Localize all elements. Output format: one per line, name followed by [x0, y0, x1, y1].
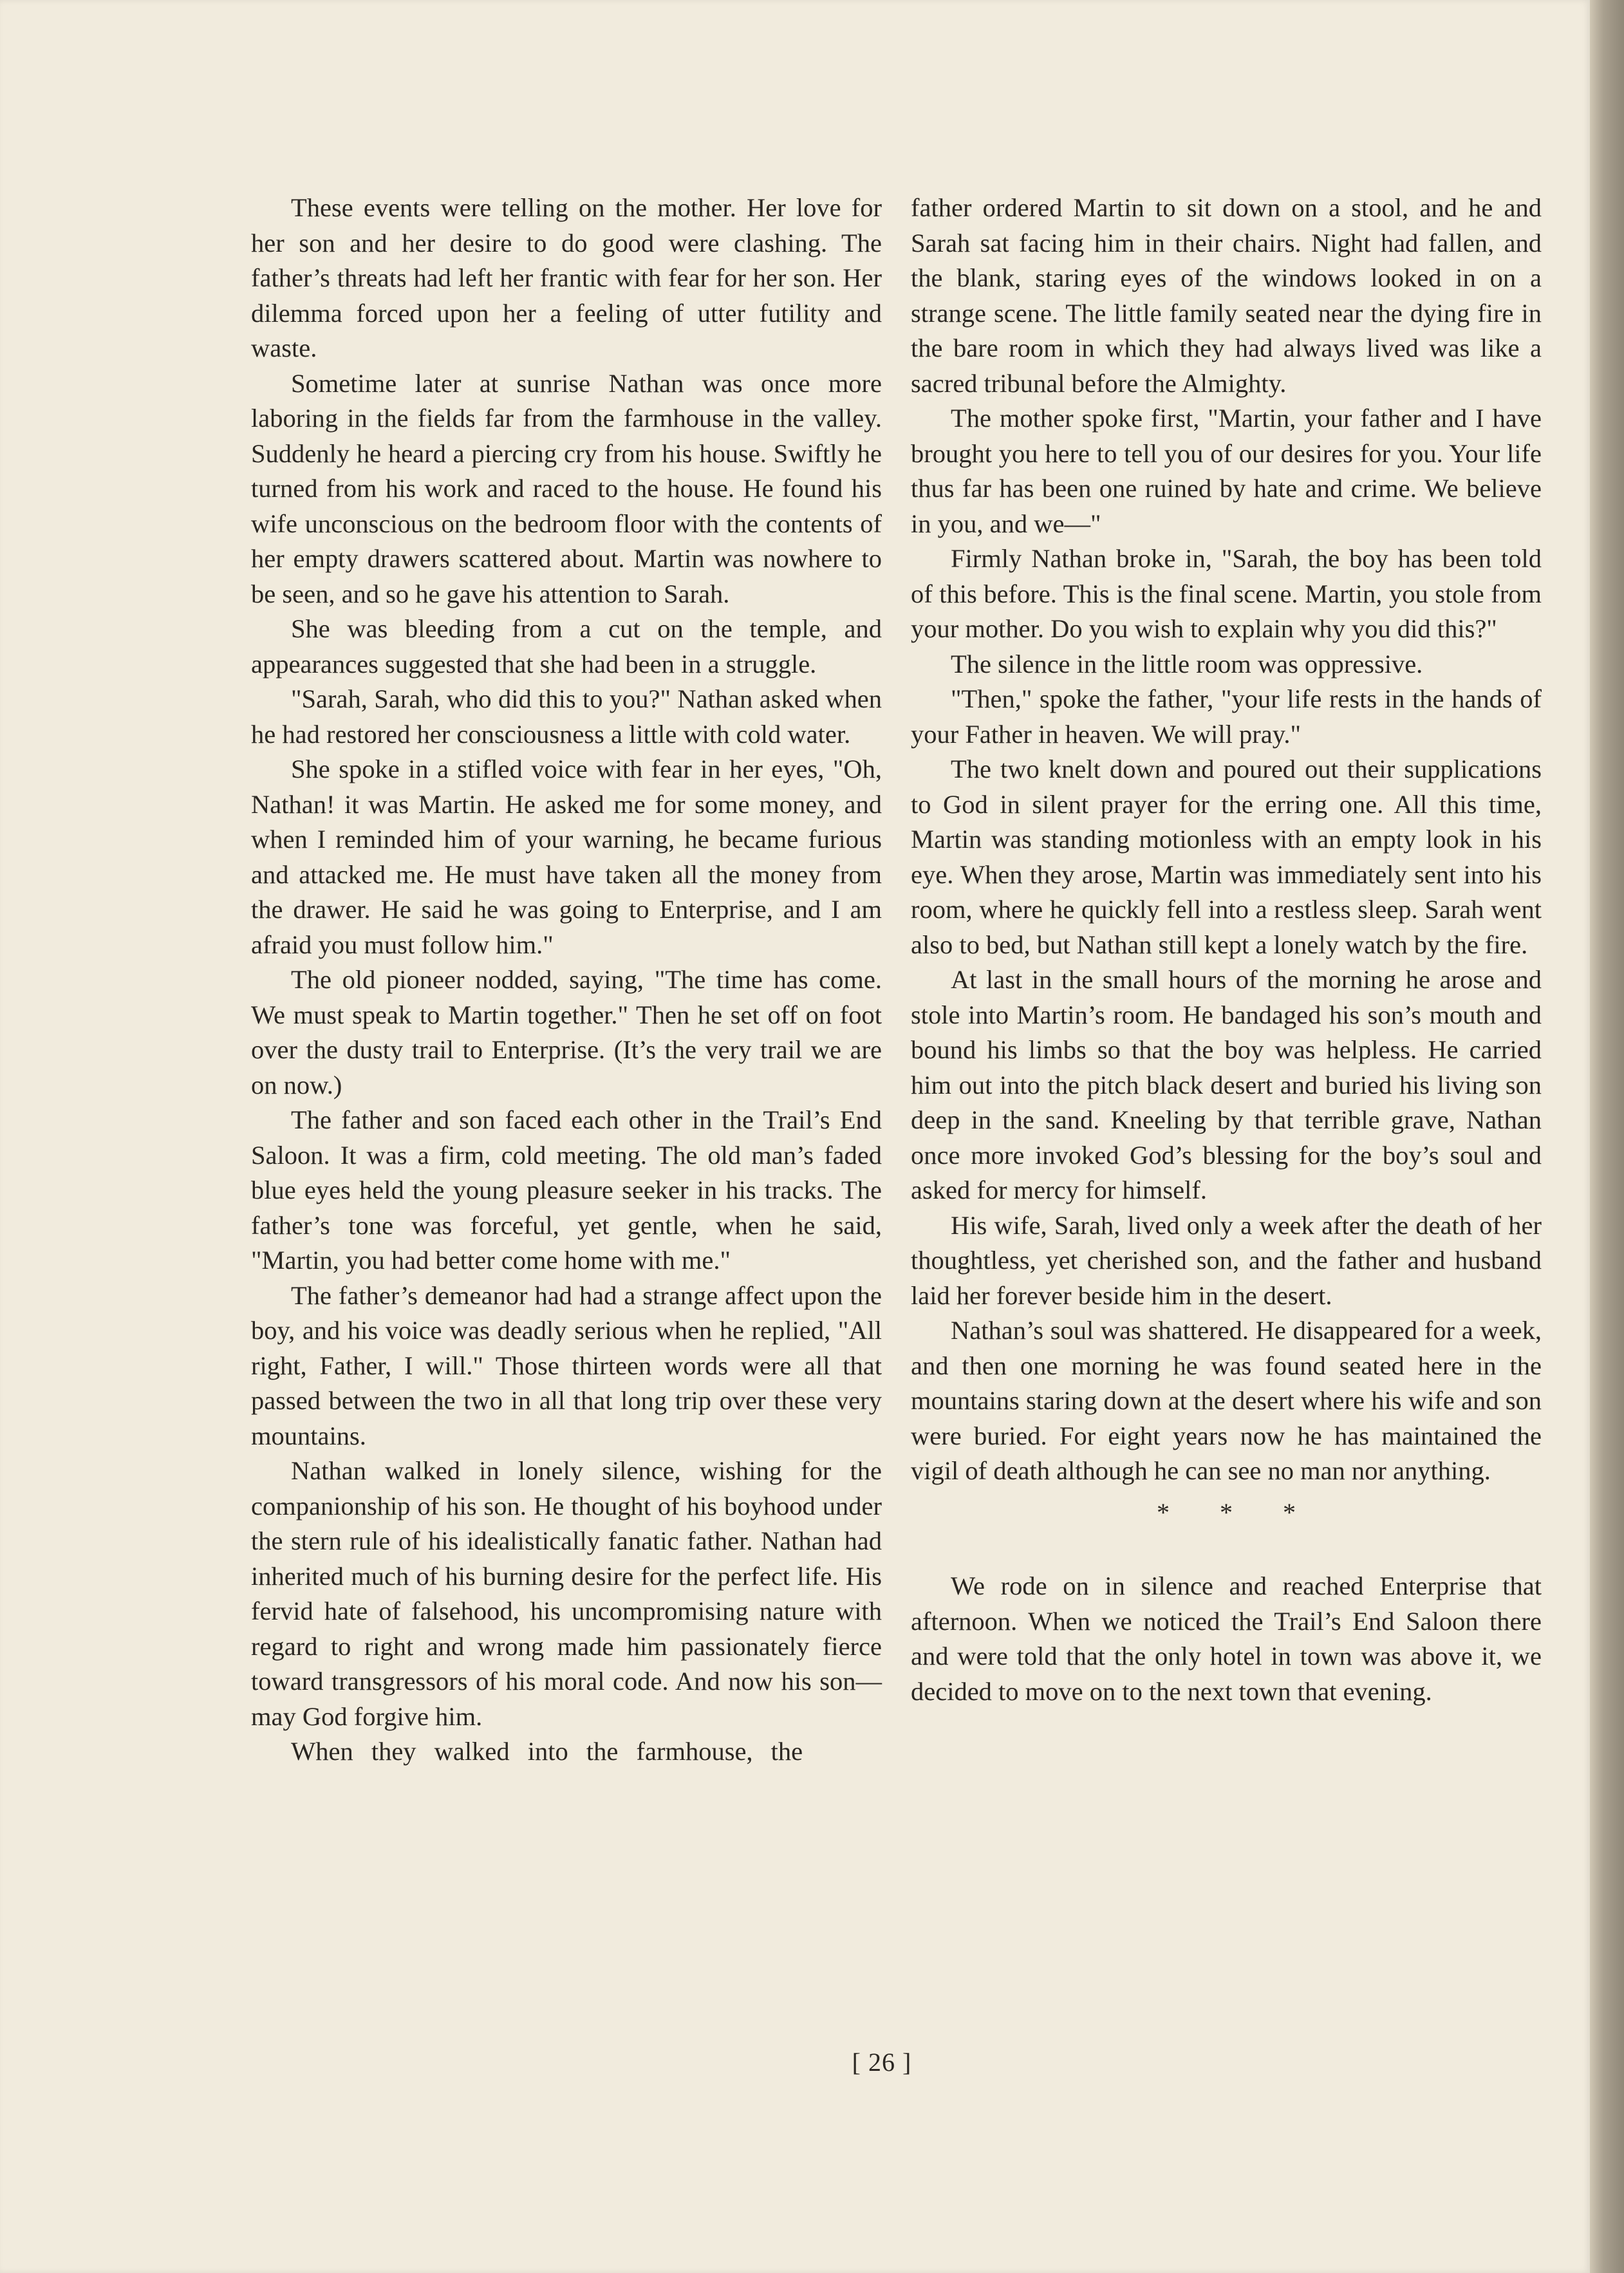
paragraph: Nathan’s soul was shattered. He disappeared for a week, and then one morning he was found seated here in the mountains staring down at the desert where his wife and son were buried. For eight years now he has maintained the vigil of death although he can see no man nor anything.: [911, 1316, 1542, 1485]
asterisk: *: [1283, 1497, 1296, 1527]
paragraph: The old pioneer nodded, saying, "The time has come. We must speak to Martin together." Then he set off on foot over the dusty trail to Enterprise. (It’s the very trail we are on now.): [251, 965, 882, 1099]
paragraph: The silence in the little room was oppressive.: [951, 649, 1423, 678]
paragraph: She was bleeding from a cut on the temple, and appearances suggested that she had been in a struggle.: [251, 614, 882, 678]
paragraph: At last in the small hours of the morning he arose and stole into Martin’s room. He bandaged his son’s mouth and bound his limbs so that the boy was helpless. He carried him out into the pitch black desert and buried his living son deep in the sand. Kneeling by that terrible grave, Nathan once more invoked God’s blessing for the boy’s soul and asked for mercy for himself.: [911, 965, 1542, 1204]
page-number: [ 26 ]: [852, 2048, 912, 2077]
paragraph: "Then," spoke the father, "your life rests in the hands of your Father in heaven. We will pray.": [911, 684, 1542, 749]
paragraph: The mother spoke first, "Martin, your father and I have brought you here to tell you of our desires for you. Your life thus far has been one ruined by hate and crime. We believe in you, and we—": [911, 404, 1542, 538]
paragraph: "Sarah, Sarah, who did this to you?" Nathan asked when he had restored her consciousness a little with cold water.: [251, 684, 882, 749]
asterisk: *: [1220, 1497, 1233, 1527]
paragraph: The two knelt down and poured out their supplications to God in silent prayer for the erring one. All this time, Martin was standing motionless with an empty look in his eye. When they arose, Martin was immediately sent into his room, where he quickly fell into a restless sleep. Sarah went also to bed, but Nathan still kept a lonely watch by the fire.: [911, 754, 1542, 959]
asterisk: *: [1157, 1497, 1170, 1527]
paragraph: These events were telling on the mother. Her love for her son and her desire to do good were clashing. The father’s threats had left her frantic with fear for her son. Her dilemma forced upon her a feeling of utter futility and waste.: [251, 193, 882, 362]
section-break: [911, 1495, 1542, 1531]
paragraph: The father and son faced each other in the Trail’s End Saloon. It was a firm, cold meeting. The old man’s faded blue eyes held the young pleasure seeker in his tracks. The father’s tone was forceful, yet gentle, when he said, "Martin, you had better come home with me.": [251, 1105, 882, 1275]
paragraph: She spoke in a stifled voice with fear in her eyes, "Oh, Nathan! it was Martin. He asked me for some money, and when I reminded him of your warning, he became furious and attacked me. He must have taken all the money from the drawer. He said he was going to Enterprise, and I am afraid you must follow him.": [251, 754, 882, 959]
left-column: [251, 191, 882, 1770]
paragraph: Firmly Nathan broke in, "Sarah, the boy has been told of this before. This is the final scene. Martin, you stole from your mother. Do you wish to explain why you did this?": [911, 544, 1542, 643]
right-column: [911, 191, 1542, 1709]
paragraph: We rode on in silence and reached Enterprise that afternoon. When we noticed the Trail’s End Saloon there and were told that the only hotel in town was above it, we decided to move on to the next town that evening.: [911, 1571, 1542, 1706]
paragraph: When they walked into the farmhouse, the: [291, 1737, 803, 1766]
paragraph: The father’s demeanor had had a strange affect upon the boy, and his voice was deadly serious when he replied, "All right, Father, I will." Those thirteen words were all that passed between the two in all that long trip over these very mountains.: [251, 1280, 882, 1450]
paragraph: Nathan walked in lonely silence, wishing for the companionship of his son. He thought of his boyhood under the stern rule of his idealistically fanatic father. Nathan had inherited much of his burning desire for the perfect life. His fervid hate of falsehood, his uncompromising nature with regard to right and wrong made him passionately fierce toward transgressors of his moral code. And now his son—may God forgive him.: [251, 1456, 882, 1731]
paragraph: His wife, Sarah, lived only a week after the death of her thoughtless, yet cherished son, and the father and husband laid her forever beside him in the desert.: [911, 1210, 1542, 1310]
paragraph: Sometime later at sunrise Nathan was once more laboring in the fields far from the farmhouse in the valley. Suddenly he heard a piercing cry from his house. Swiftly he turned from his work and raced to the house. He found his wife unconscious on the bedroom floor with the contents of her empty drawers scattered about. Martin was nowhere to be seen, and so he gave his attention to Sarah.: [251, 368, 882, 608]
paragraph: father ordered Martin to sit down on a stool, and he and Sarah sat facing him in their chairs. Night had fallen, and the blank, staring eyes of the windows looked in on a strange scene. The little family seated near the dying fire in the bare room in which they had always lived was like a sacred tribunal before the Almighty.: [911, 193, 1542, 398]
page-edge: [1590, 0, 1624, 2273]
